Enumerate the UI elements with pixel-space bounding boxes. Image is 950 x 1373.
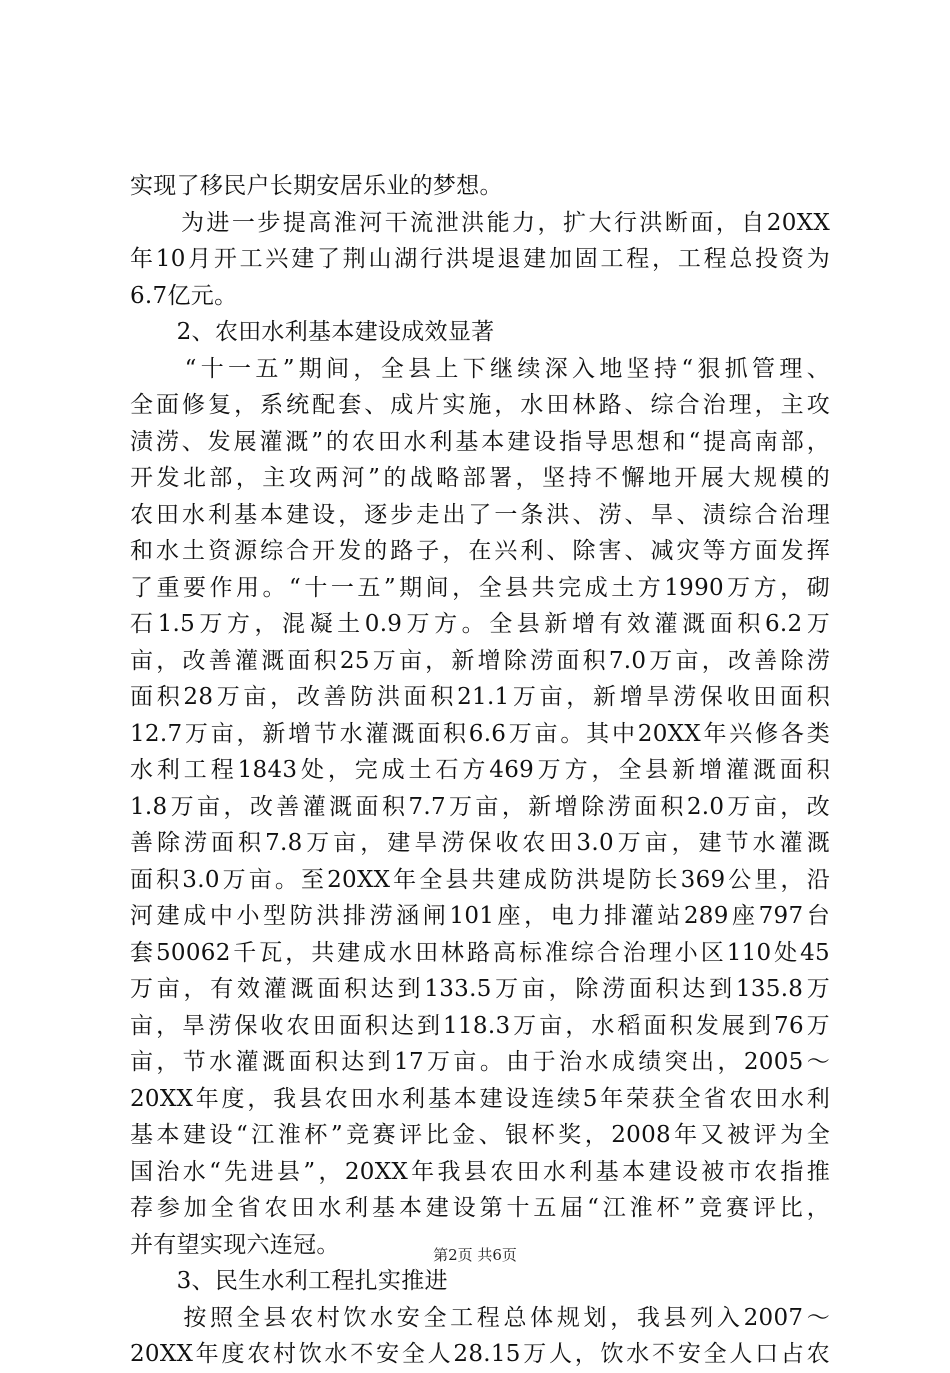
text-line: 为进一步提高淮河干流泄洪能力，扩大行洪断面，自20XX [130, 209, 830, 236]
text-line: 亩，改善灌溉面积25万亩，新增除涝面积7.0万亩，改善除涝 [130, 647, 830, 674]
text-line: 万亩，有效灌溉面积达到133.5万亩，除涝面积达到135.8万 [130, 976, 830, 1002]
text-line: 渍涝、发展灌溉”的农田水利基本建设指导思想和“提高南部， [130, 428, 830, 455]
text-line: 20XX年度农村饮水不安全人28.15万人，饮水不安全人口占农 [130, 1341, 830, 1367]
text-line: 善除涝面积7.8万亩，建旱涝保收农田3.0万亩，建节水灌溉 [130, 830, 830, 856]
text-line: 按照全县农村饮水安全工程总体规划，我县列入2007～ [130, 1304, 830, 1331]
body-text [130, 168, 830, 1373]
text-line: 套50062千瓦，共建成水田林路高标准综合治理小区110处45 [130, 939, 830, 966]
text-line: 石1.5万方，混凝土0.9万方。全县新增有效灌溉面积6.2万 [130, 611, 830, 637]
text-line: 水利工程1843处，完成土石方469万方，全县新增灌溉面积 [130, 757, 830, 783]
text-line: 3、民生水利工程扎实推进 [130, 1268, 448, 1294]
text-line: “十一五”期间，全县上下继续深入地坚持“狠抓管理、 [130, 355, 830, 382]
text-line: 荐参加全省农田水利基本建设第十五届“江淮杯”竞赛评比， [130, 1195, 830, 1221]
page-footer: 第2页 共6页 [433, 1246, 517, 1264]
text-line: 并有望实现六连冠。 [130, 1231, 340, 1258]
text-line: 基本建设“江淮杯”竞赛评比金、银杯奖，2008年又被评为全 [130, 1122, 830, 1148]
text-line: 12.7万亩，新增节水灌溉面积6.6万亩。其中20XX年兴修各类 [130, 720, 830, 747]
text-line: 面积28万亩，改善防洪面积21.1万亩，新增旱涝保收田面积 [130, 684, 830, 710]
text-line: 亩，旱涝保收农田面积达到118.3万亩，水稻面积发展到76万 [130, 1012, 830, 1039]
text-line: 农田水利基本建设，逐步走出了一条洪、涝、旱、渍综合治理 [130, 501, 830, 528]
text-line: 河建成中小型防洪排涝涵闸101座，电力排灌站289座797台 [130, 903, 830, 929]
text-line: 亩，节水灌溉面积达到17万亩。由于治水成绩突出，2005～ [130, 1049, 830, 1075]
text-line: 国治水“先进县”，20XX年我县农田水利基本建设被市农指推 [130, 1158, 830, 1185]
text-line: 2、农田水利基本建设成效显著 [130, 319, 495, 345]
text-line: 年10月开工兴建了荆山湖行洪堤退建加固工程，工程总投资为 [130, 246, 830, 272]
text-line: 面积3.0万亩。至20XX年全县共建成防洪堤防长369公里，沿 [130, 866, 830, 893]
text-line: 6.7亿元。 [130, 282, 238, 309]
text-line: 实现了移民户长期安居乐业的梦想。 [130, 173, 503, 199]
text-line: 了重要作用。“十一五”期间，全县共完成土方1990万方，砌 [130, 574, 830, 601]
text-line: 20XX年度，我县农田水利基本建设连续5年荣获全省农田水利 [130, 1085, 830, 1112]
text-line: 和水土资源综合开发的路子，在兴利、除害、减灾等方面发挥 [130, 538, 830, 564]
text-line: 全面修复，系统配套、成片实施，水田林路、综合治理，主攻 [130, 392, 830, 418]
text-line: 1.8万亩，改善灌溉面积7.7万亩，新增除涝面积2.0万亩，改 [130, 793, 830, 820]
text-line: 开发北部，主攻两河”的战略部署，坚持不懈地开展大规模的 [130, 465, 830, 491]
